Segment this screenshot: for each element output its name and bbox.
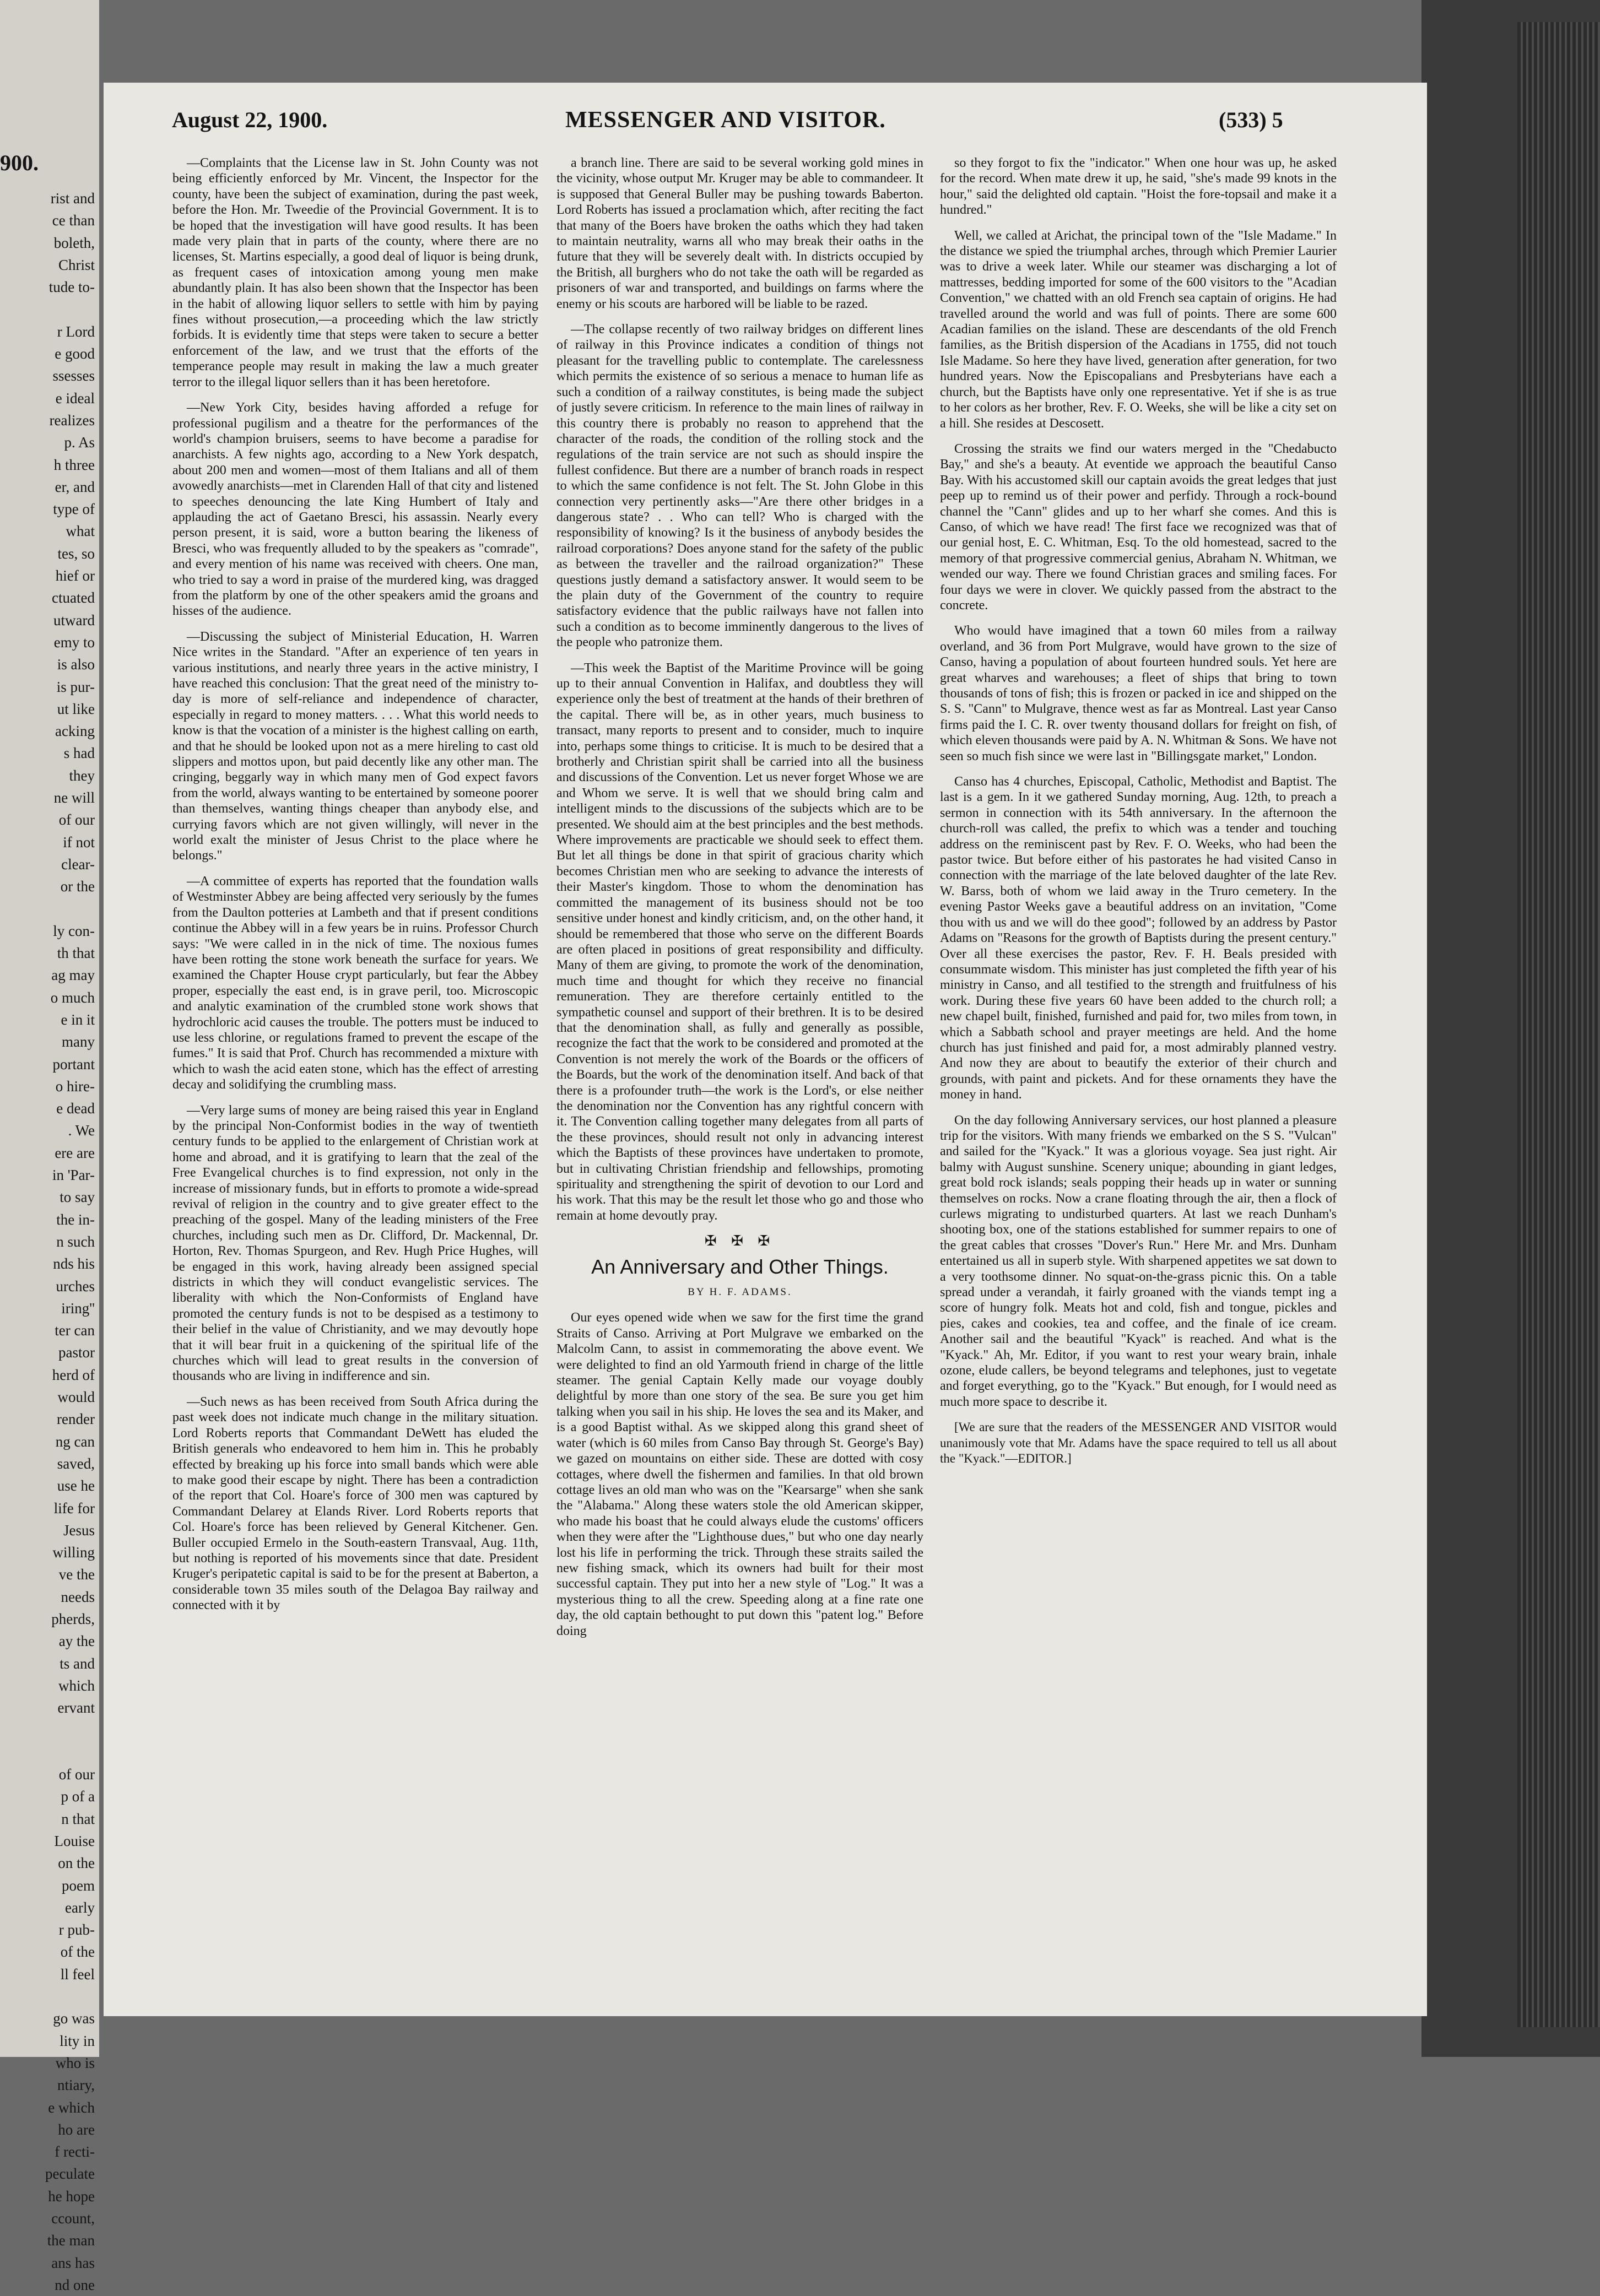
header-date: August 22, 1900.	[172, 107, 328, 132]
article-paragraph: Canso has 4 churches, Episcopal, Catholic, Methodist and Baptist. The last is a gem. In it we gathered Sunday morning, Aug. 12th, to preach a sermon in connection with its 54th anniversary. In the afternoon the church-roll was called, the prefix to which was a tender and touching address on the reminiscent past by Rev. F. O. Weeks, who had been the pastor twice. But before either of his pastorates he had visited Canso in connection with the marriage of the late beloved daughter of the late Rev. W. Barss, both of whom we laid away in the Truro cemetery. In the evening Pastor Weeks gave a beautiful address on an invitation, "Come thou with us and we will do thee good"; followed by an address by Pastor Adams on "Reasons for the growth of Baptists during the present century." Over all these exercises the pastor, Rev. F. H. Beals presided with consummate wisdom. This minister has just completed the fifth year of his ministry in Canso, and all testified to the strength and fruitfulness of his work. During these five years 60 have been added to the church roll; a new chapel built, finished, furnished and paid for, two miles from town, in which a Sabbath school and prayer meetings are held. And the home church has just finished and paid for, a most admirably planned vestry. And now they are about to beautify the exterior of their church and grounds, with paint and pickets. And for these ornaments they have the money in hand.	[940, 775, 1337, 1102]
article-paragraph: Well, we called at Arichat, the principal town of the "Isle Madame." In the distance we spied the triumphal arches, through which Premier Laurier was to drive a week later. While our steamer was discharging a lot of mattresses, bedding imported for some of the 600 visitors to the "Acadian Convention," we chatted with an old French sea captain of origins. He had travelled around the world and was full of points. There are some 600 Acadian families on the island. These are descendants of the old French families, as the British dispersion of the Acadians in 1755, did not touch Isle Madame. So here they have lived, generation after generation, for two hundred years. Now the Episcopalians and Presbyterians have each a church, but the Baptists have only one representative. Yet if she is as true to her colors as her brother, Rev. F. O. Weeks, she will be like a city set on a hill. She resides at Descosett.	[940, 228, 1337, 431]
facing-page-line: pastor	[58, 1344, 95, 1361]
facing-page-line: er, and	[55, 478, 95, 495]
facing-page-line: they	[69, 767, 95, 784]
facing-page-line: e in it	[61, 1011, 95, 1028]
facing-page-line: the man	[47, 2232, 95, 2249]
facing-page-line: acking	[55, 723, 95, 740]
facing-page-line: portant	[52, 1055, 95, 1073]
facing-page-line: ce than	[52, 212, 95, 229]
facing-page-line	[0, 298, 98, 320]
facing-page-line: emy to	[53, 633, 95, 651]
facing-page-heading: 900.	[0, 150, 39, 175]
facing-page-line: he hope	[48, 2187, 95, 2205]
facing-page-line: ay the	[58, 1633, 95, 1650]
article-paragraph: Our eyes opened wide when we saw for the first time the grand Straits of Canso. Arriving at Port Mulgrave we embarked on the Malcolm Cann, to assist in commemorating the above event. We were delighted to find an old Yarmouth friend in charge of the little steamer. The genial Captain Kelly made our voyage doubly delightful by more than one story of the sea. Be sure you get him talking when you sail in his ship. He loves the sea and its Maker, and is a good Baptist withal. As we skipped along this grand sheet of water (which is 60 miles from Canso Bay through St. George's Bay) we gazed on mountains on either side. These are dotted with cosy cottages, where dwell the fishermen and families. In that old brown cottage lives an old man who was on the "Kearsarge" when she sank the "Alabama." Along these waters stole the old American skipper, who made his boast that he could always elude the customs' officers when they were after the "Lighthouse dues," but who one day nearly lost his life in performing the trick. Through these straits sailed the new fishing smack, which its owners had built for their most successful captain. They put into her a new style of "Log." It was a mysterious thing to all the crew. Speeding along at a fine rate one day, the old captain bethought to put down this "patent log." Before doing	[556, 1311, 923, 1638]
facing-page-line: boleth,	[53, 234, 95, 251]
facing-page-line: herd of	[52, 1366, 95, 1383]
facing-page-line: ssesses	[52, 367, 95, 385]
facing-page-line: tude to-	[48, 279, 95, 296]
facing-page-line: r pub-	[58, 1921, 95, 1938]
facing-page-line: Louise	[54, 1832, 95, 1849]
facing-page-line: ccount,	[51, 2210, 95, 2227]
facing-page-line: tes, so	[57, 545, 95, 562]
facing-page-line: type of	[53, 501, 95, 518]
article-title: An Anniversary and Other Things.	[591, 1255, 889, 1278]
facing-page-line: f recti-	[55, 2143, 95, 2160]
paragraph: —New York City, besides having afforded a refuge for professional pugilism and a theatre for the performances of the world's champion bruisers, seems to have become a paradise for anarchists. A few nights ago, according to a New York despatch, about 200 men and women—most of them Italians and all of them avowedly anarchists—met in Clarenden Hall of that city and listened to speeches denouncing the late King Humbert of Italy and applauding the act of Gaetano Bresci, his assassin. Nearly every person present, it is said, wore a button bearing the likeness of Bresci, who was frequently alluded to by the speakers as "comrade", and every mention of his name was received with cheers. One man, who tried to say a word in praise of the murdered king, was dragged from the platform by one of the other speakers amid the groans and hisses of the audience.	[172, 400, 538, 619]
facing-page-line	[0, 1985, 98, 2007]
facing-page-line: o hire-	[55, 1077, 95, 1095]
facing-page-line	[0, 1741, 98, 1763]
facing-page-line: h three	[53, 456, 95, 473]
article-paragraph: Who would have imagined that a town 60 miles from a railway overland, and 36 from Port Mulgrave, would have grown to the size of Canso, having a population of about fourteen hundred souls. Yet here are great wharves and warehouses; a fleet of ships that bring to town thousands of tons of fish; this is frozen or packed in ice and shipped on the S. S. "Cann" to Mulgrave, thence west as far as Montreal. Last year Canso firms paid the I. C. R. over twenty thousand dollars for freight on fish, of which eleven thousands were paid by A. N. Whitman & Sons. We have not seen so much fish since we were last in "Billingsgate market," London.	[940, 624, 1337, 763]
facing-page-line	[0, 898, 98, 920]
facing-page-line: lity in	[60, 2032, 95, 2049]
facing-page-line: p. As	[64, 434, 95, 451]
facing-page-line: n such	[56, 1233, 95, 1250]
facing-page-line: poem	[62, 1877, 95, 1894]
facing-page-line: ne will	[53, 789, 95, 806]
facing-page-line: on the	[58, 1855, 95, 1872]
facing-page-line: r Lord	[57, 323, 95, 340]
scan-border-right	[1421, 0, 1600, 2057]
facing-page-line: willing	[52, 1544, 95, 1561]
facing-page-line: ere are	[55, 1144, 95, 1161]
column-2	[556, 155, 923, 1649]
facing-page-line: rist and	[50, 190, 95, 207]
paragraph: —This week the Baptist of the Maritime Province will be going up to their annual Convention in Halifax, and doubtless they will experience only the best of treatment at the hands of their brethren of the capital. There will be, as in other years, much business to transact, many reports to present and to consider, much to inquire into, perhaps some things to criticise. It is much to be desired that a brotherly and Christian spirit shall be carried into all the business and discussions of the Convention. Let us never forget Whose we are and Whom we serve. It is well that we should bring calm and intelligent minds to the discussions of the subjects which are to be presented. We should aim at the best principles and the best methods. Where improvements are practicable we should seek to effect them. But let all things be done in that spirit of gracious charity which becomes Christian men who are seeking to advance the interests of their Master's kingdom. Those to whom the denomination has committed the management of its business should not be too sensitive under honest and kindly criticism, and, on the other hand, it should be remembered that those who serve on the different Boards are often placed in positions of great responsibility and difficulty. Many of them are giving, to promote the work of the denomination, much time and thought for which they receive no financial remuneration. They are therefore certainly entitled to the sympathetic counsel and support of their brethren. It is to be desired that the denomination shall, as fully and generally as possible, recognize the fact that the work to be considered and promoted at the Convention is not merely the work of the Boards or the officers of the Boards, but the work of the denomination itself. And back of that there is a profounder truth—the work is the Lord's, or else neither the denomination nor the Convention has any rightful concern with it. The Convention calling together many delegates from all parts of the these provinces, should result not only in advancing interest which the Baptists of these provinces have undertaken to promote, but in cultivating Christian friendship and fellowships, promoting spirituality and strengthening the spirit of devotion to our Lord and his work. That this may be the result let those who go and those who remain at home devoutly pray.	[556, 660, 923, 1223]
facing-page-line: saved,	[57, 1455, 95, 1472]
facing-page-line: clear-	[61, 855, 95, 873]
paragraph: —Such news as has been received from South Africa during the past week does not indicate much change in the military situation. Lord Roberts reports that Commandant DeWett has eluded the British generals who endeavored to hem him in. This he probably effected by breaking up his force into small bands which were able to make good their escape by night. There has been a contradiction of the report that Col. Hoare's force of 300 men was captured by Commandant Delarey at Elands River. Lord Roberts reports that Col. Hoare's force has been relieved by General Kitchener. Gen. Buller occupied Ermelo in the South-eastern Transvaal, Aug. 11th, but nothing is reported of his movements since that date. President Kruger's peripatetic capital is said to be for the present at Baberton, a considerable town 35 miles south of the Delagoa Bay railway and connected with it by	[172, 1394, 538, 1613]
facing-page-line: many	[62, 1033, 95, 1050]
paragraph: —A committee of experts has reported that the foundation walls of Westminster Abbey are being affected very seriously by the fumes from the Daulton potteries at Lambeth and that if present conditions continue the Abbey will in a few years be in ruins. Professor Church says: "We were called in in the nick of time. The noxious fumes have been rotting the stone work beneath the surface for years. We examined the Chapter House crypt particularly, but fear the Abbey proper, especially the east end, is in grave peril, too. Microscopic and analytic examination of the crumbled stone work shows that hydrochloric acid causes the trouble. The potters must be induced to use less chlorine, or regulations framed to prevent the escape of the fumes." It is said that Prof. Church has recommended a mixture with which to wash the acid eaten stone, which has the effect of arresting decay and solidifying the crumbling mass.	[172, 874, 538, 1092]
column-1	[172, 155, 538, 1623]
book-edge	[1517, 22, 1600, 2027]
facing-page-line: iring''	[61, 1299, 95, 1317]
facing-page-line: ans has	[51, 2254, 95, 2271]
facing-page-line: of our	[58, 1766, 95, 1783]
facing-page-line: ervant	[57, 1699, 95, 1716]
facing-page-line: what	[66, 523, 95, 540]
facing-page-line: s had	[63, 745, 95, 762]
facing-page-line: ntiary,	[57, 2077, 95, 2094]
paragraph: a branch line. There are said to be several working gold mines in the vicinity, whose output Mr. Kruger may be able to commandeer. It is supposed that General Buller may be pushing towards Baberton. Lord Roberts has issued a proclamation which, after reciting the fact that many of the Boers have broken the oaths which they had taken to maintain neutrality, warns all who may break their oaths in the future that they will be severely dealt with. In districts occupied by the British, all burghers who do not take the oath will be regarded as prisoners of war and transported, and buildings on farms where the enemy or his scouts are harbored will be liable to be razed.	[556, 156, 923, 311]
facing-page-line: to say	[60, 1189, 95, 1206]
facing-page-line: realizes	[49, 411, 95, 429]
facing-page-line: p of a	[61, 1788, 95, 1805]
facing-page-line	[0, 1719, 98, 1741]
page-header	[172, 107, 1323, 140]
facing-page-column	[0, 187, 98, 2296]
masthead-title: MESSENGER AND VISITOR.	[565, 107, 886, 133]
facing-page-line: ll feel	[60, 1965, 95, 1983]
article-paragraph: so they forgot to fix the "indicator." When one hour was up, he asked for the record. When mate drew it up, he said, "she's made 99 knots in the hour," said the delighted old captain. "Hoist the fore-topsail and make it a hundred."	[940, 156, 1337, 218]
facing-page-line: peculate	[45, 2165, 95, 2183]
facing-page-line: o much	[50, 989, 95, 1006]
facing-page-line: of our	[58, 811, 95, 828]
facing-page-line: life for	[53, 1499, 95, 1517]
facing-page-line: would	[57, 1389, 95, 1406]
facing-page-line: urches	[56, 1277, 95, 1295]
facing-page-line: use he	[57, 1477, 95, 1494]
column-3	[940, 155, 1337, 1477]
article-paragraph: Crossing the straits we find our waters merged in the "Chedabucto Bay," and she's a beauty. At eventide we approach the beautiful Canso Bay. With his accustomed skill our captain avoids the great ledges that just peep up to remind us of their power and perfidy. Through a rock-bound channel the "Cann" glides and up to her wharf she comes. And this is Canso, of which we have read! The first face we recognized was that of our genial host, E. C. Whitman, Esq. To the old homestead, sacred to the memory of that progressive commercial genius, Abraham N. Whitman, we wended our way. There we found Christian graces and smiling faces. For four days we were in clover. We quickly passed from the abstract to the concrete.	[940, 441, 1337, 613]
paragraph: —Complaints that the License law in St. John County was not being efficiently enforced by Mr. Vincent, the Inspector for the county, have been the subject of examination, during the past week, before the Hon. Mr. Tweedie of the Provincial Government. It is to be hoped that the investigation will have good results. It has been made very plain that in parts of the county, where there are no licenses, St. Martins especially, a good deal of liquor is being drunk, as frequent cases of intoxication among young men make abundantly plain. It has also been shown that the Inspector has been in the habit of allowing liquor sellers to settle with him by paying fines without prosecution,—a proceeding which the law strictly forbids. It is evidently time that steps were taken to secure a better enforcement of the law, and we trust that the efforts of the temperance people may result in making the law a much greater terror to the illegal liquor sellers than it has been heretofore.	[172, 156, 538, 389]
paragraph: —The collapse recently of two railway bridges on different lines of railway in this Province indicates a condition of things not pleasant for the travelling public to contemplate. The carelessness which permits the existence of so serious a menace to human life as such a condition of a railway constitutes, is being made the subject of justly severe criticism. In reference to the main lines of railway in this country there is probably no reason to apprehend that the character of the roads, the condition of the rolling stock and the regulations of the train service are not such as should inspire the fullest confidence. But there are a number of branch roads in respect to which the same confidence is not felt. The St. John Globe in this connection very pertinently asks—"Are there other bridges in a dangerous state? . . Who can tell? Who is charged with the responsibility of knowing? Is it the business of anybody besides the railroad corporations? Does anyone stand for the safety of the public as between the traveller and the railroad organization?" These questions justly demand a satisfactory answer. It would seem to be the plain duty of the Government of the country to require satisfactory evidence that the public railways have not fallen into such a condition as to become imminently dangerous to the lives of the people who patronize them.	[556, 322, 923, 650]
facing-page-line: utward	[53, 611, 95, 629]
editor-note: [We are sure that the readers of the MESSENGER AND VISITOR would unanimously vote that Mr. Adams have the space required to tell us all about the "Kyack."—EDITOR.]	[940, 1420, 1337, 1466]
facing-page-line: th that	[57, 945, 95, 962]
facing-page-line: is also	[57, 656, 95, 673]
facing-page-line: in 'Par-	[52, 1167, 95, 1184]
section-ornament: ✠ ✠ ✠	[704, 1233, 776, 1249]
facing-page-line: ho are	[58, 2121, 95, 2138]
facing-page-line: e which	[48, 2099, 95, 2116]
facing-page-line: go was	[53, 2010, 95, 2027]
facing-page-line: early	[65, 1899, 95, 1916]
facing-page-line: ut like	[57, 700, 95, 717]
facing-page-line: nds his	[53, 1255, 95, 1272]
facing-page-line: or the	[60, 878, 95, 895]
facing-page-line: nd one	[55, 2276, 95, 2293]
facing-page-line: hief or	[55, 567, 95, 584]
facing-page-fragment	[0, 0, 99, 2293]
facing-page-line: ctuated	[52, 589, 95, 607]
facing-page-line: e dead	[56, 1100, 95, 1117]
facing-page-line: n that	[61, 1810, 95, 1827]
facing-page-line: Christ	[58, 256, 95, 273]
article-byline: BY H. F. ADAMS.	[688, 1286, 792, 1298]
facing-page-line: e ideal	[55, 389, 95, 407]
facing-page-line: ng can	[55, 1433, 95, 1450]
article-paragraph: On the day following Anniversary services, our host planned a pleasure trip for the visitors. With many friends we embarked on the S S. "Vulcan" and sailed for the "Kyack." It was a glorious voyage. Sea just right. Air balmy with August sunshine. Scenery unique; abounding in giant ledges, great bold rock islands; seals popping their heads up in water or sunning themselves on rocks. Now a crane floating through the air, then a flock of curlews migrating to undisturbed quarters. At last we reach Dunham's shooting box, one of the stations established for summer repairs to one of the great cables that crosses "Dover's Run." Here Mr. and Mrs. Dunham entertained us all in superb style. With sharpened appetites we sat down to a very toothsome dinner. No squat-on-the-grass picnic this. On a table spread under a verandah, it fairly groaned with the viands tempt ing a score of hungry folk. Meats hot and cold, fish and tongue, pickles and pies, cakes and cookies, tea and coffee, and the finale of ice cream. Another sail and the beautiful "Kyack" is reached. And what is the "Kyack." Ah, Mr. Editor, if you want to rest your weary brain, inhale ozone, elude callers, be beyond telegrams and telephones, just to vegetate and forget everything, go to the "Kyack." But enough, for I would need as much more space to describe it.	[940, 1113, 1337, 1409]
facing-page-line: who is	[55, 2054, 95, 2071]
facing-page-line: ve the	[58, 1566, 95, 1583]
paragraph: —Very large sums of money are being raised this year in England by the principal Non-Conformist bodies in the way of twentieth century funds to be applied to the enlargement of Christian work at home and abroad, and it is gratifying to learn that the zeal of the Free Evangelical churches is to find expression, not only in the increase of missionary funds, but in efforts to promote a wide-spread revival of religion in the country and to give greater effect to the preaching of the gospel. Many of the leading ministers of the Free churches, including such men as Dr. Clifford, Dr. Mackennal, Dr. Horton, Rev. Thomas Spurgeon, and Rev. Hugh Price Hughes, will be engaged in this work, having already been assigned special districts in which they will conduct evangelistic services. The liberality with which the Non-Conformists of England have promoted the century funds is not to be despised as a testimony to their belief in the value of Christianity, and we may devoutly hope that it will bear fruit in a quickening of the spiritual life of the churches which will lead to great results in the conversion of thousands who are living in indifference and sin.	[172, 1103, 538, 1384]
paragraph: —Discussing the subject of Ministerial Education, H. Warren Nice writes in the Standard. "After an experience of ten years in various institutions, and nearly three years in the active ministry, I have reached this conclusion: That the great need of the ministry to-day is more of self-reliance and independence of character, especially in regard to money matters. . . . What this world needs to know is that the vocation of a minister is the highest calling on earth, and that he should be looked upon not as a mere hireling to cast old slippers and mottos upon, but paid decently like any other man. The cringing, beggarly way in which many men of God expect favors from the world, always wanting to be entertained by someone poorer than themselves, wanting things cheaper than anybody else, and currying favors which are not given willingly, will never in the world exalt the minister of Jesus Christ to the place where he belongs."	[172, 629, 538, 863]
facing-page-line: if not	[63, 833, 95, 851]
facing-page-line: pherds,	[51, 1611, 95, 1627]
facing-page-line: ter can	[55, 1322, 95, 1339]
facing-page-line: needs	[61, 1588, 95, 1605]
facing-page-line: ag may	[51, 967, 95, 984]
facing-page-line: e good	[55, 345, 95, 362]
facing-page-line: render	[57, 1411, 95, 1428]
facing-page-line: the in-	[56, 1211, 95, 1228]
facing-page-line: Jesus	[63, 1521, 95, 1539]
facing-page-line: which	[58, 1677, 95, 1694]
facing-page-line: . We	[68, 1122, 95, 1139]
facing-page-line: ly con-	[53, 922, 95, 939]
page-number: (533) 5	[1219, 107, 1283, 132]
facing-page-line: is pur-	[56, 678, 95, 695]
facing-page-line: of the	[60, 1943, 95, 1961]
facing-page-line: ts and	[60, 1655, 95, 1672]
